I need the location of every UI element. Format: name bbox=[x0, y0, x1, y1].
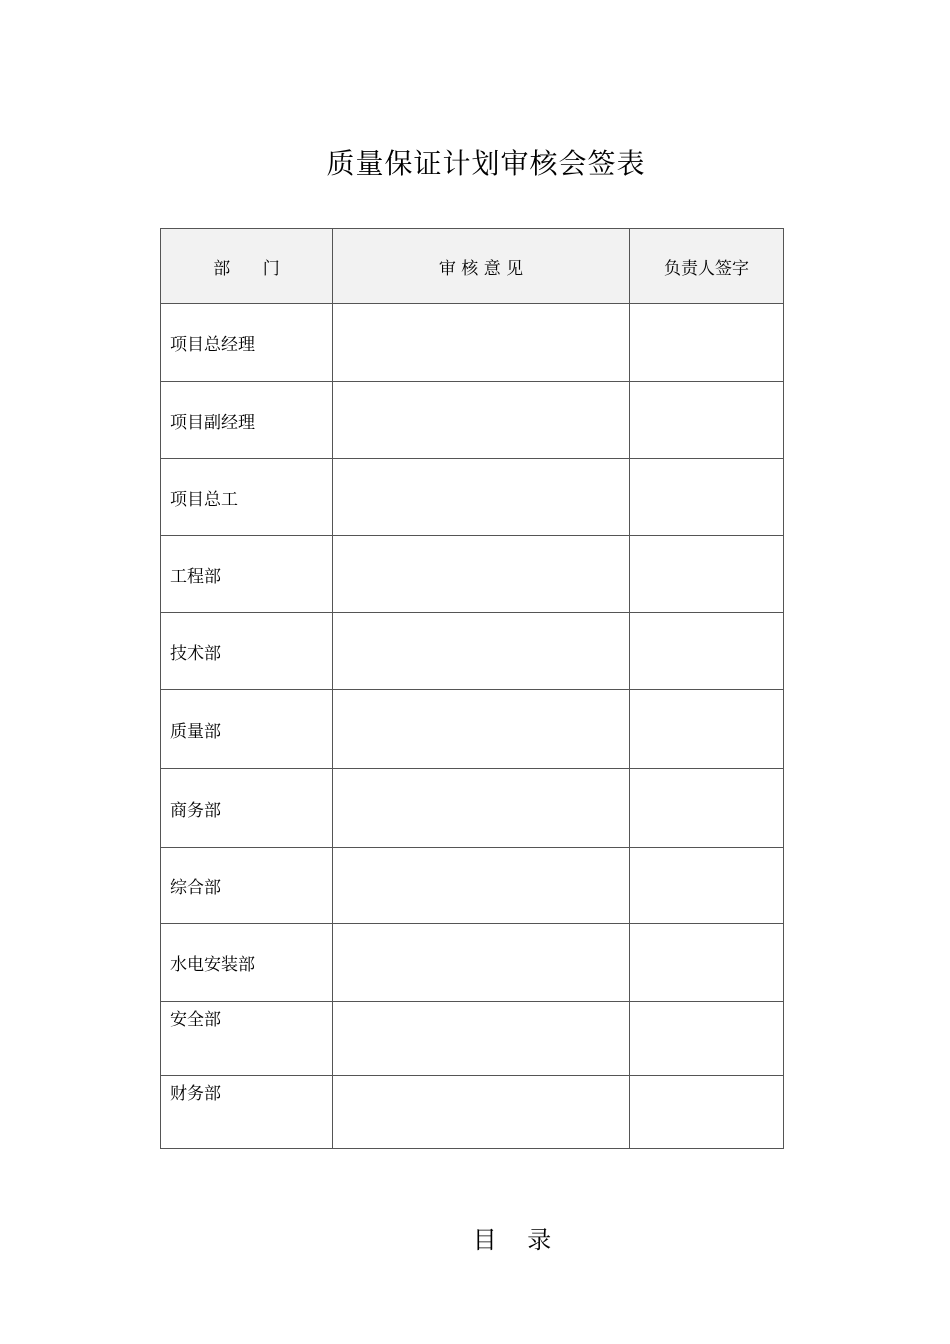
opinion-cell[interactable] bbox=[333, 924, 630, 1002]
opinion-cell[interactable] bbox=[333, 304, 630, 382]
department-cell: 项目总工 bbox=[161, 459, 333, 536]
opinion-cell[interactable] bbox=[333, 536, 630, 613]
header-review-opinion: 审 核 意 见 bbox=[333, 229, 630, 304]
table-row bbox=[161, 769, 784, 848]
table-row bbox=[161, 1076, 784, 1149]
header-signature: 负责人签字 bbox=[630, 229, 784, 304]
signature-cell[interactable] bbox=[630, 304, 784, 382]
table-row bbox=[161, 536, 784, 613]
signature-cell[interactable] bbox=[630, 613, 784, 690]
department-cell: 技术部 bbox=[161, 613, 333, 690]
opinion-cell[interactable] bbox=[333, 382, 630, 459]
opinion-cell[interactable] bbox=[333, 1002, 630, 1076]
table-row bbox=[161, 690, 784, 769]
table-row bbox=[161, 459, 784, 536]
department-cell: 质量部 bbox=[161, 690, 333, 769]
opinion-cell[interactable] bbox=[333, 613, 630, 690]
department-cell: 项目副经理 bbox=[161, 382, 333, 459]
table-row bbox=[161, 613, 784, 690]
signature-cell[interactable] bbox=[630, 1076, 784, 1149]
opinion-cell[interactable] bbox=[333, 690, 630, 769]
table-row bbox=[161, 304, 784, 382]
table-row bbox=[161, 848, 784, 924]
opinion-cell[interactable] bbox=[333, 1076, 630, 1149]
department-cell: 水电安装部 bbox=[161, 924, 333, 1002]
department-cell: 商务部 bbox=[161, 769, 333, 848]
review-signoff-table bbox=[160, 228, 784, 1149]
signature-cell[interactable] bbox=[630, 690, 784, 769]
table-row bbox=[161, 382, 784, 459]
opinion-cell[interactable] bbox=[333, 769, 630, 848]
document-title: 质量保证计划审核会签表 bbox=[326, 147, 646, 180]
toc-heading: 目 录 bbox=[472, 1226, 552, 1254]
header-department: 部 门 bbox=[161, 229, 333, 304]
table-row bbox=[161, 924, 784, 1002]
signature-cell[interactable] bbox=[630, 1002, 784, 1076]
table-header-row bbox=[161, 229, 784, 304]
signature-cell[interactable] bbox=[630, 848, 784, 924]
opinion-cell[interactable] bbox=[333, 459, 630, 536]
department-cell: 财务部 bbox=[161, 1076, 333, 1149]
department-cell: 综合部 bbox=[161, 848, 333, 924]
signature-cell[interactable] bbox=[630, 459, 784, 536]
department-cell: 工程部 bbox=[161, 536, 333, 613]
opinion-cell[interactable] bbox=[333, 848, 630, 924]
table-row bbox=[161, 1002, 784, 1076]
signature-cell[interactable] bbox=[630, 382, 784, 459]
department-cell: 安全部 bbox=[161, 1002, 333, 1076]
signature-cell[interactable] bbox=[630, 924, 784, 1002]
department-cell: 项目总经理 bbox=[161, 304, 333, 382]
signature-cell[interactable] bbox=[630, 536, 784, 613]
signature-cell[interactable] bbox=[630, 769, 784, 848]
